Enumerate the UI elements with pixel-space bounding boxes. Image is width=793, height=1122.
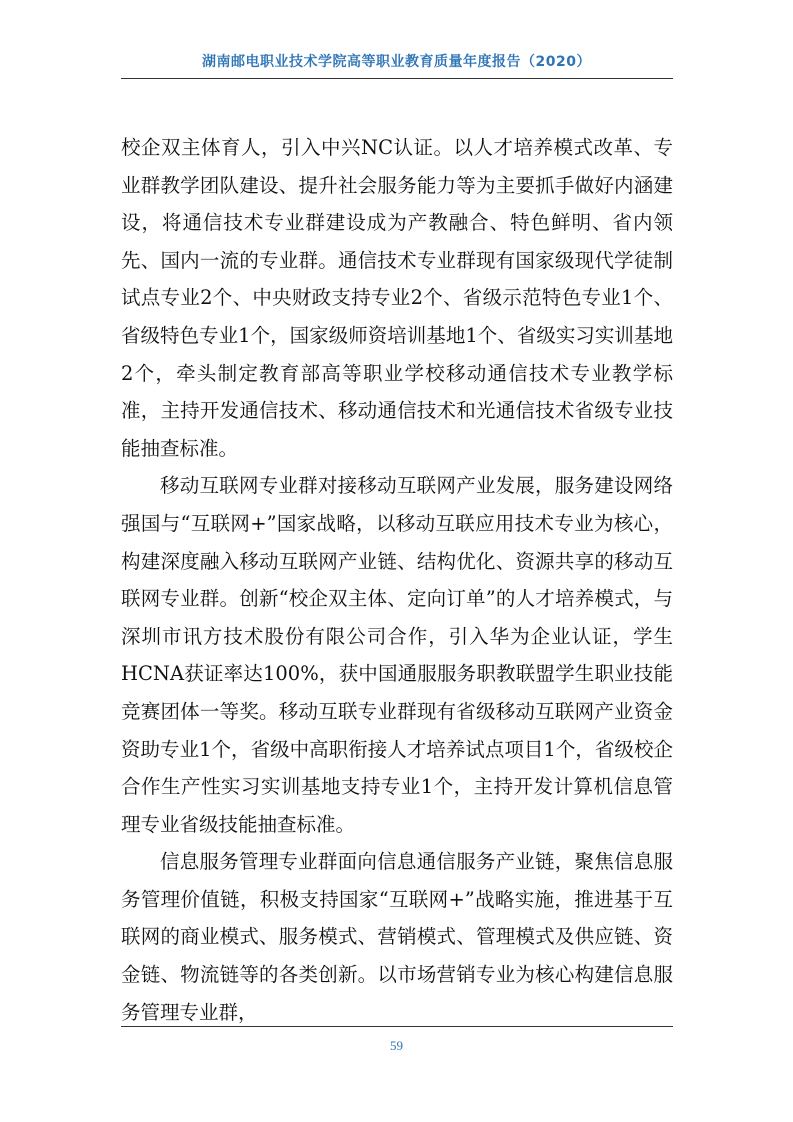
- document-body: [121, 129, 673, 1031]
- paragraph-mobile-internet: 移动互联网专业群对接移动互联网产业发展，服务建设网络强国与“互联网+”国家战略，以移动互联应用技术专业为核心，构建深度融入移动互联网产业链、结构优化、资源共享的移动互联网专业群。创新“校企双主体、定向订单”的人才培养模式，与深圳市讯方技术股份有限公司合作，引入华为企业认证，学生HCNA获证率达100%，获中国通服服务职教联盟学生职业技能竞赛团体一等奖。移动互联专业群现有省级移动互联网产业资金资助专业1个，省级中高职衔接人才培养试点项目1个，省级校企合作生产性实习实训基地支持专业1个，主持开发计算机信息管理专业省级技能抽查标准。: [121, 474, 673, 836]
- page-number: 59: [390, 1038, 403, 1053]
- paragraph-information-service: 信息服务管理专业群面向信息通信服务产业链，聚焦信息服务管理价值链，积极支持国家“互联网+”战略实施，推进基于互联网的商业模式、服务模式、营销模式、管理模式及供应链、资金链、物流链等的各类创新。以市场营销专业为核心构建信息服务管理专业群，: [121, 850, 673, 1024]
- running-header: 湖南邮电职业技术学院高等职业教育质量年度报告（2020）: [202, 54, 591, 70]
- header-divider: [121, 78, 673, 79]
- paragraph-continued: 校企双主体育人，引入中兴NC认证。以人才培养模式改革、专业群教学团队建设、提升社会服务能力等为主要抓手做好内涵建设，将通信技术专业群建设成为产教融合、特色鲜明、省内领先、国内一流的专业群。通信技术专业群现有国家级现代学徒制试点专业2个、中央财政支持专业2个、省级示范特色专业1个、省级特色专业1个，国家级师资培训基地1个、省级实习实训基地2个，牵头制定教育部高等职业学校移动通信技术专业教学标准，主持开发通信技术、移动通信技术和光通信技术省级专业技能抽查标准。: [121, 136, 673, 460]
- footer-divider: [121, 1026, 673, 1027]
